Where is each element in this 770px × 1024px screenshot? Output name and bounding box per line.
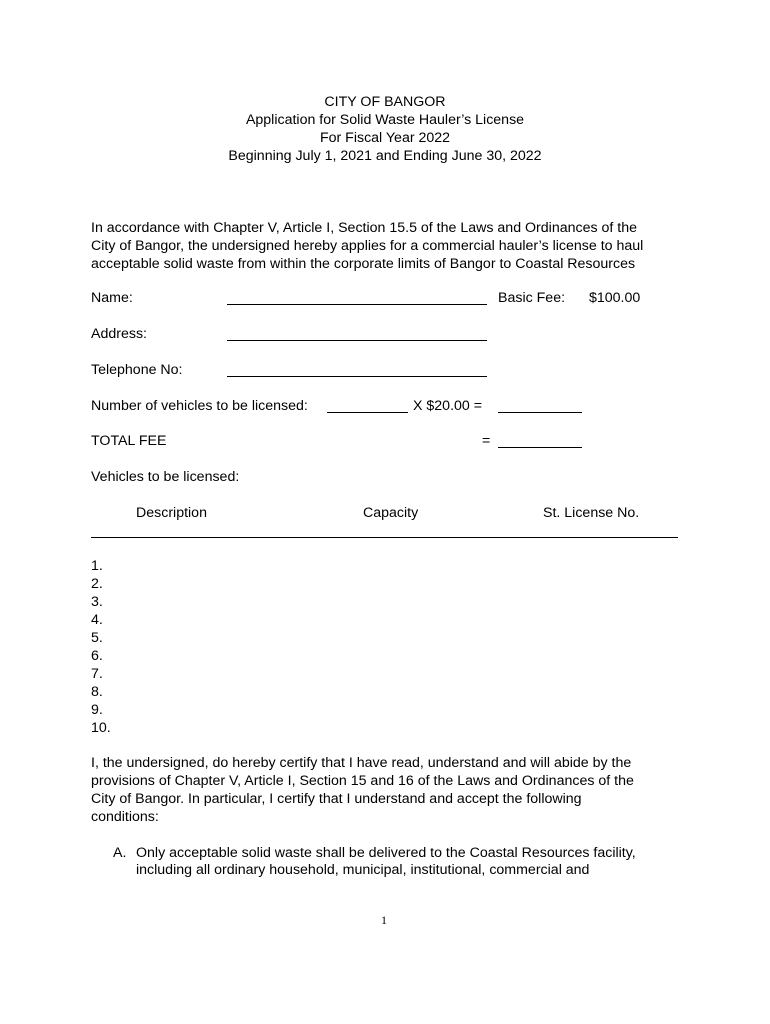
telephone-label: Telephone No: [91, 362, 183, 378]
header-fiscal-year: For Fiscal Year 2022 [319, 130, 451, 146]
vehicle-row: 2. [91, 576, 103, 592]
vehicle-row: 5. [91, 630, 103, 646]
condition-marker: A. [113, 845, 127, 861]
vehicle-row: 4. [91, 612, 103, 628]
condition-line-2: including all ordinary household, municipal, institutional, commercial and [136, 862, 590, 878]
table-divider [91, 537, 678, 538]
vehicle-row: 6. [91, 648, 103, 664]
page-number: 1 [381, 913, 387, 927]
vehicles-heading: Vehicles to be licensed: [91, 469, 240, 485]
vehicle-count-field[interactable] [327, 412, 408, 413]
basic-fee-label: Basic Fee: [498, 290, 566, 306]
certification-line-4: conditions: [91, 809, 159, 825]
vehicle-row: 1. [91, 558, 103, 574]
header-period: Beginning July 1, 2021 and Ending June 30, 2022 [228, 148, 542, 164]
intro-line-3: acceptable solid waste from within the corporate limits of Bangor to Coastal Resources [91, 256, 636, 272]
header-application-title: Application for Solid Waste Hauler’s License [245, 112, 525, 128]
column-license-no: St. License No. [543, 505, 640, 521]
name-field[interactable] [227, 304, 487, 305]
vehicle-row: 7. [91, 666, 103, 682]
certification-line-2: provisions of Chapter V, Article I, Section 15 and 16 of the Laws and Ordinances of the [91, 773, 634, 789]
address-field[interactable] [227, 340, 487, 341]
vehicle-row: 3. [91, 594, 103, 610]
vehicle-row: 9. [91, 702, 103, 718]
basic-fee-value: $100.00 [589, 290, 641, 306]
certification-line-1: I, the undersigned, do hereby certify that I have read, understand and will abide by the [91, 755, 632, 771]
column-capacity: Capacity [363, 505, 419, 521]
intro-line-1: In accordance with Chapter V, Article I, Section 15.5 of the Laws and Ordinances of the [91, 220, 638, 236]
header-city: CITY OF BANGOR [324, 94, 446, 110]
total-fee-label: TOTAL FEE [91, 433, 167, 449]
certification-line-3: City of Bangor. In particular, I certify that I understand and accept the following [91, 791, 582, 807]
intro-line-2: City of Bangor, the undersigned hereby applies for a commercial hauler’s license to haul [91, 238, 644, 254]
total-fee-field[interactable] [498, 447, 582, 448]
condition-line-1: Only acceptable solid waste shall be delivered to the Coastal Resources facility, [136, 845, 636, 861]
vehicle-rate: X $20.00 = [413, 398, 483, 414]
telephone-field[interactable] [227, 376, 487, 377]
address-label: Address: [91, 326, 147, 342]
column-description: Description [136, 505, 207, 521]
name-label: Name: [91, 290, 133, 306]
vehicle-count-label: Number of vehicles to be licensed: [91, 398, 308, 414]
vehicle-row: 8. [91, 684, 103, 700]
vehicle-fee-field[interactable] [498, 412, 582, 413]
vehicle-row: 10. [91, 720, 111, 736]
total-fee-equals: = [482, 433, 491, 449]
